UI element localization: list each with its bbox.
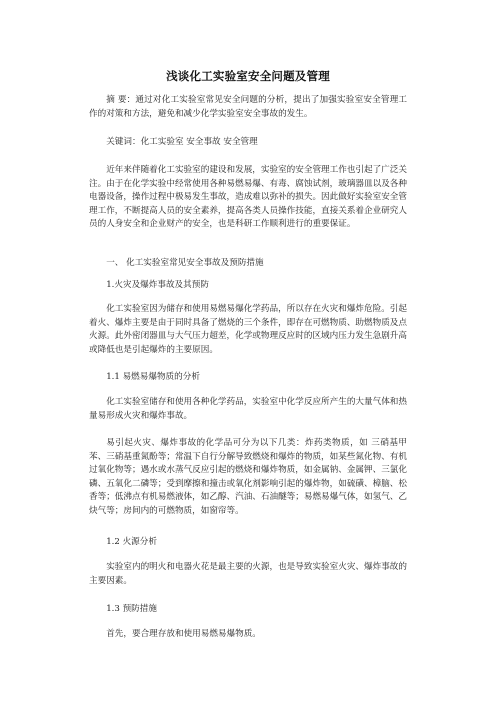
- abstract-paragraph: 摘 要：通过对化工实验室常见安全问题的分析，提出了加强实验室安全管理工作的对策和方法，避免和减少化学实验室安全事故的发生。: [89, 95, 407, 119]
- subsection-heading-1-1: 1.1 易燃易爆物质的分析: [106, 372, 200, 382]
- intro-paragraph: 近年来伴随着化工实验室的建设和发展，实验室的安全管理工作也引起了广泛关注。由于在化学实验中经常使用各种易燃易爆、有毒、腐蚀试剂，玻璃器皿以及各种电器设备，操作过程中极易发生事故，造成难以弥补的损失。因此做好实验室安全管理工作，不断提高人员的安全素养，提高各类人员操作技能，直接关系着企业研究人员的人身安全和企业财产的安全，也是科研工作顺利进行的重要保证。: [89, 165, 407, 230]
- document-title: 浅谈化工实验室安全问题及管理: [166, 69, 330, 83]
- prevention-paragraph: 首先，要合理存放和使用易燃易爆物质。: [106, 629, 261, 639]
- chemical-categories-paragraph: 易引起火灾、爆炸事故的化学品可分为以下几类：炸药类物质，如 三硝基甲苯、三硝基重氮酚等；常温下自行分解导致燃烧和爆炸的物质，如某些氮化物、有机过氧化物等；遇水或水蒸气反应引起的燃烧和爆炸物质，如金属钠、金属钾、三氯化磷、五氧化二磷等；受到摩擦和撞击或氧化剂影响引起的爆炸物，如硫磺、樟脑、松香等；低沸点有机易燃液体，如乙醇、汽油、石油醚等；易燃易爆气体，如氢气、乙炔气等；房间内的可燃物质，如窗帘等。: [89, 438, 407, 516]
- keywords-line: 关键词：化工实验室 安全事故 安全管理: [106, 137, 258, 147]
- subsection-heading-1-3: 1.3 预防措施: [106, 604, 157, 614]
- substance-analysis-paragraph: 化工实验室储存和使用各种化学药品，实验室中化学反应所产生的大量气体和热量易形成火灾和爆炸事故。: [89, 397, 407, 421]
- ignition-source-paragraph: 实验室内的明火和电器火花是最主要的火源，也是导致实验室火灾、爆炸事故的主要因素。: [89, 562, 407, 586]
- subsection-heading-1-2: 1.2 火源分析: [106, 537, 157, 547]
- section-heading-1: 一、 化工实验室常见安全事故及预防措施: [106, 258, 264, 268]
- fire-explosion-paragraph: 化工实验室因为储存和使用易燃易爆化学药品，所以存在火灾和爆炸危险。引起着火、爆炸主要是由于同时具备了燃烧的三个条件，即存在可燃物质、助燃物质及点火源。此外密闭器皿与大气压力超差，化学或物理反应时的区域内压力发生急剧升高或降低也是引起爆炸的主要原因。: [89, 304, 407, 355]
- subsection-heading-1: 1.火灾及爆炸事故及其预防: [106, 280, 209, 290]
